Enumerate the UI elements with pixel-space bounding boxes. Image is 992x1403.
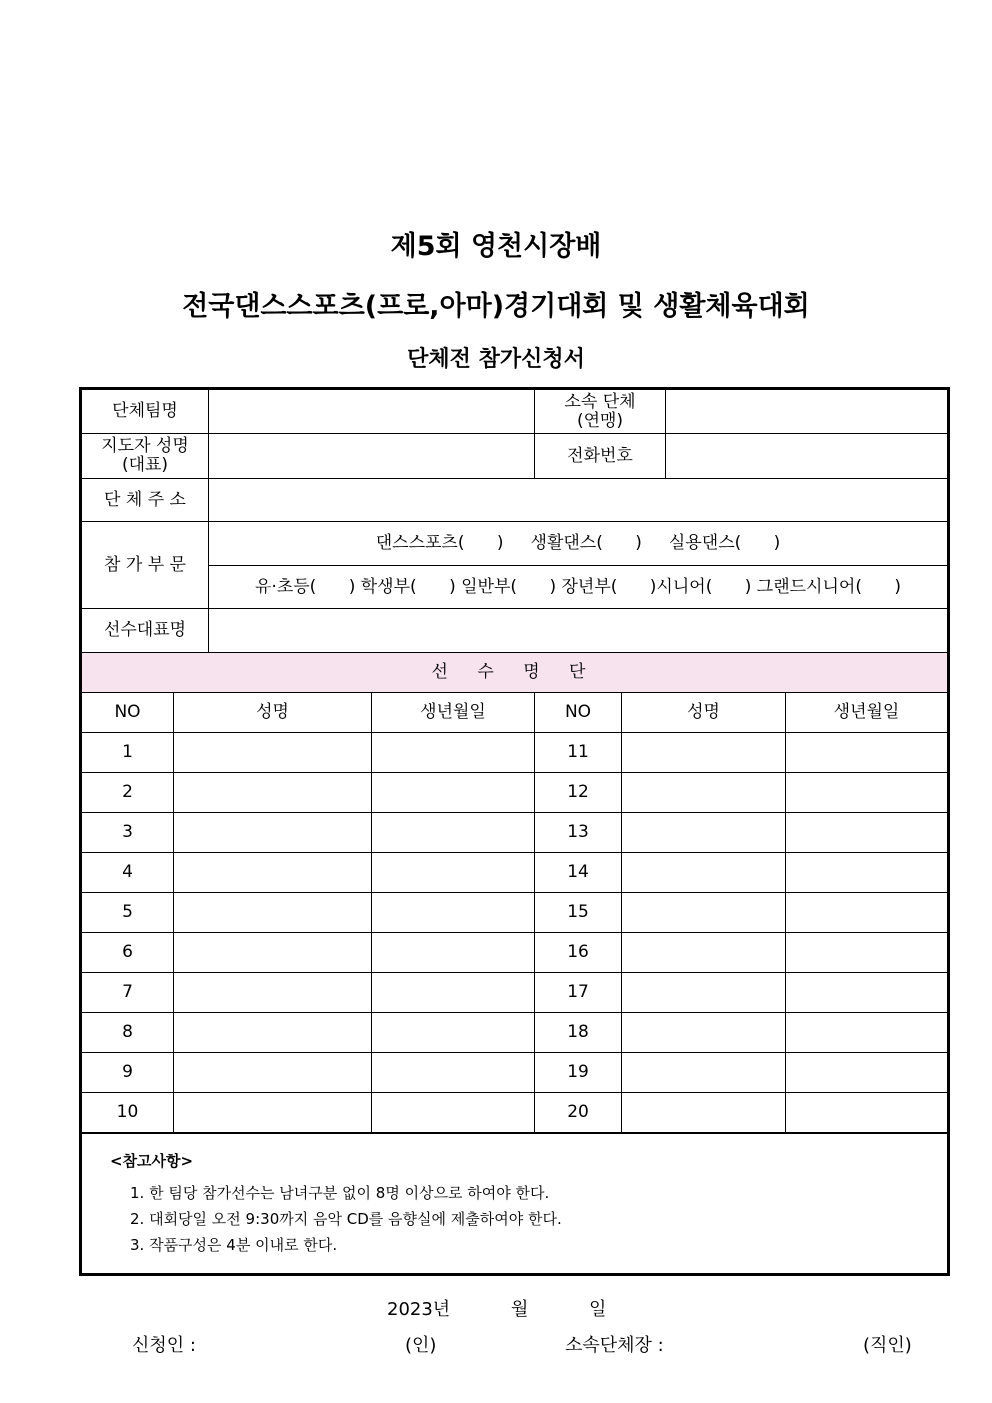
table-row [81, 733, 949, 773]
row-no-left: 1 [81, 733, 174, 773]
name-cell-right[interactable] [622, 773, 786, 813]
division-line-2[interactable]: 유·초등( ) 학생부( ) 일반부( ) 장년부( )시니어( ) 그랜드시니어( ) [209, 566, 949, 609]
birth-cell-right[interactable] [786, 813, 949, 853]
division-label: 참 가 부 문 [81, 522, 209, 609]
division-line-1[interactable]: 댄스스포츠( ) 생활댄스( ) 실용댄스( ) [209, 522, 949, 566]
birth-cell-right[interactable] [786, 853, 949, 893]
birth-cell-right[interactable] [786, 933, 949, 973]
row-no-left: 10 [81, 1093, 174, 1133]
col-no-right: NO [535, 693, 622, 733]
date-day: 일 [589, 1299, 607, 1320]
applicant-seal: (인) [405, 1335, 437, 1356]
phone-label: 전화번호 [535, 434, 666, 479]
note-item-1: 1. 한 팀당 참가선수는 남녀구분 없이 8명 이상으로 하여야 한다. [130, 1183, 550, 1202]
birth-cell-left[interactable] [372, 1093, 535, 1133]
team-name-field[interactable] [209, 389, 535, 434]
name-cell-right[interactable] [622, 1093, 786, 1133]
name-cell-right[interactable] [622, 973, 786, 1013]
birth-cell-left[interactable] [372, 933, 535, 973]
table-row [81, 853, 949, 893]
leader-label [81, 434, 209, 479]
name-cell-left[interactable] [174, 1093, 372, 1133]
notes-heading: <참고사항> [110, 1151, 194, 1170]
birth-cell-right[interactable] [786, 1013, 949, 1053]
col-birth-left: 생년월일 [372, 693, 535, 733]
col-no-left: NO [81, 693, 174, 733]
birth-cell-left[interactable] [372, 1013, 535, 1053]
row-no-left: 4 [81, 853, 174, 893]
table-row [81, 1053, 949, 1093]
name-cell-left[interactable] [174, 1053, 372, 1093]
name-cell-right[interactable] [622, 1053, 786, 1093]
row-no-right: 15 [535, 893, 622, 933]
title-line-2: 전국댄스스포츠(프로,아마)경기대회 및 생활체육대회 [182, 291, 810, 322]
birth-cell-left[interactable] [372, 1053, 535, 1093]
name-cell-right[interactable] [622, 933, 786, 973]
table-row [81, 893, 949, 933]
phone-field[interactable] [666, 434, 949, 479]
birth-cell-right[interactable] [786, 1093, 949, 1133]
row-no-right: 19 [535, 1053, 622, 1093]
birth-cell-right[interactable] [786, 1053, 949, 1093]
roster-title: 선 수 명 단 [81, 653, 949, 693]
row-no-right: 17 [535, 973, 622, 1013]
name-cell-left[interactable] [174, 933, 372, 973]
row-no-left: 6 [81, 933, 174, 973]
table-row [81, 773, 949, 813]
name-cell-right[interactable] [622, 813, 786, 853]
date-year: 2023년 [387, 1299, 451, 1320]
title-line-1: 제5회 영천시장배 [390, 231, 602, 262]
birth-cell-left[interactable] [372, 733, 535, 773]
name-cell-left[interactable] [174, 973, 372, 1013]
col-name-left: 성명 [174, 693, 372, 733]
birth-cell-right[interactable] [786, 773, 949, 813]
name-cell-right[interactable] [622, 893, 786, 933]
birth-cell-left[interactable] [372, 813, 535, 853]
application-form [79, 387, 950, 1276]
birth-cell-right[interactable] [786, 893, 949, 933]
rep-label: 선수대표명 [81, 609, 209, 653]
birth-cell-left[interactable] [372, 773, 535, 813]
row-no-left: 8 [81, 1013, 174, 1053]
team-name-label: 단체팀명 [81, 389, 209, 434]
row-no-left: 9 [81, 1053, 174, 1093]
row-no-left: 3 [81, 813, 174, 853]
table-row [81, 973, 949, 1013]
table-row [81, 1013, 949, 1053]
row-no-right: 16 [535, 933, 622, 973]
col-name-right: 성명 [622, 693, 786, 733]
roster-rows [81, 733, 949, 1133]
form-title: 단체전 참가신청서 [407, 347, 585, 372]
row-no-left: 7 [81, 973, 174, 1013]
row-no-right: 14 [535, 853, 622, 893]
name-cell-right[interactable] [622, 733, 786, 773]
name-cell-left[interactable] [174, 733, 372, 773]
note-item-3: 3. 작품구성은 4분 이내로 한다. [130, 1235, 338, 1254]
row-no-right: 18 [535, 1013, 622, 1053]
official-seal: (직인) [863, 1335, 912, 1356]
table-row [81, 1093, 949, 1133]
name-cell-left[interactable] [174, 1013, 372, 1053]
leader-field[interactable] [209, 434, 535, 479]
note-item-2: 2. 대회당일 오전 9:30까지 음악 CD를 음향실에 제출하여야 한다. [130, 1209, 562, 1228]
leader-label-text: 지도자 성명 [101, 436, 189, 456]
rep-field[interactable] [209, 609, 949, 653]
applicant-label: 신청인 : [132, 1335, 196, 1356]
name-cell-left[interactable] [174, 853, 372, 893]
row-no-right: 12 [535, 773, 622, 813]
head-label: 소속단체장 : [565, 1335, 664, 1356]
row-no-left: 2 [81, 773, 174, 813]
date-month: 월 [511, 1299, 529, 1320]
birth-cell-left[interactable] [372, 893, 535, 933]
birth-cell-right[interactable] [786, 733, 949, 773]
table-row [81, 813, 949, 853]
name-cell-left[interactable] [174, 773, 372, 813]
address-label: 단 체 주 소 [81, 479, 209, 522]
row-no-right: 20 [535, 1093, 622, 1133]
name-cell-right[interactable] [622, 853, 786, 893]
table-row [81, 933, 949, 973]
row-no-right: 11 [535, 733, 622, 773]
leader-label-sub: (대표) [121, 455, 169, 475]
affiliation-label-text: 소속 단체 [564, 391, 636, 412]
birth-cell-right[interactable] [786, 973, 949, 1013]
notes-section [81, 1133, 949, 1275]
col-birth-right: 생년월일 [786, 693, 949, 733]
address-field[interactable] [209, 479, 949, 522]
affiliation-field[interactable] [666, 389, 949, 434]
affiliation-label [535, 389, 666, 434]
name-cell-left[interactable] [174, 893, 372, 933]
birth-cell-left[interactable] [372, 973, 535, 1013]
row-no-left: 5 [81, 893, 174, 933]
birth-cell-left[interactable] [372, 853, 535, 893]
affiliation-label-sub: (연맹) [576, 410, 624, 431]
name-cell-left[interactable] [174, 813, 372, 853]
name-cell-right[interactable] [622, 1013, 786, 1053]
row-no-right: 13 [535, 813, 622, 853]
